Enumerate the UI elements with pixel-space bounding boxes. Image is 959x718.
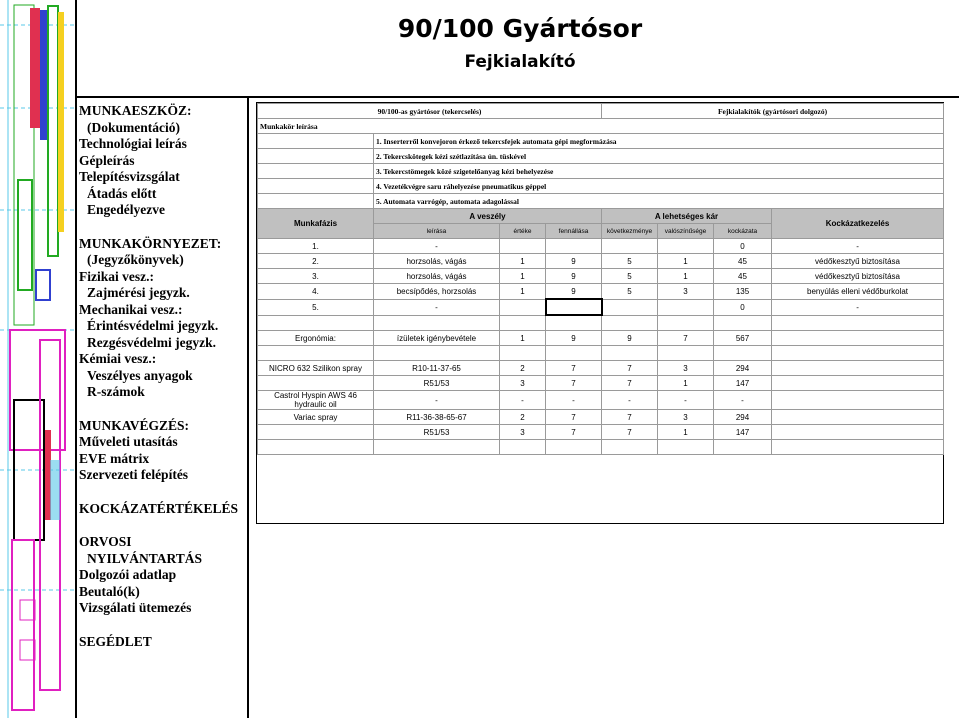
cell-exist[interactable]: 9: [546, 331, 602, 346]
cell-conseq[interactable]: 7: [602, 361, 658, 376]
cell-exist[interactable]: 7: [546, 361, 602, 376]
job-step-row: [258, 164, 944, 179]
cell-prob[interactable]: [658, 239, 714, 254]
cell-desc[interactable]: -: [374, 391, 500, 410]
menu-item[interactable]: Technológiai leírás: [79, 136, 187, 151]
job-step-spacer: [258, 164, 374, 179]
cell-risk[interactable]: 294: [714, 410, 772, 425]
menu-spacer: [79, 401, 249, 418]
cell-value[interactable]: 2: [500, 361, 546, 376]
cell-value[interactable]: [500, 440, 546, 455]
cell-conseq[interactable]: 5: [602, 284, 658, 300]
job-step: 3. Tekercstömegek közé szigetelőanyag kézi behelyezése: [374, 164, 944, 179]
cell-desc[interactable]: R51/53: [374, 425, 500, 440]
cell-phase[interactable]: [258, 425, 374, 440]
cell-conseq[interactable]: 7: [602, 425, 658, 440]
cell-phase[interactable]: Castrol Hyspin AWS 46 hydraulic oil: [258, 391, 374, 410]
cell-phase[interactable]: [258, 376, 374, 391]
menu-item[interactable]: MUNKAKÖRNYEZET:: [79, 235, 222, 251]
menu-item[interactable]: Veszélyes anyagok: [87, 367, 193, 383]
cell-desc[interactable]: horzsolás, vágás: [374, 254, 500, 269]
page-title: 90/100 Gyártósor: [397, 14, 643, 43]
cell-exist[interactable]: [546, 346, 602, 361]
cell-desc[interactable]: [374, 315, 500, 331]
sub-desc: leírása: [374, 224, 500, 239]
cell-mgmt[interactable]: -: [772, 299, 944, 315]
cell-risk[interactable]: 45: [714, 254, 772, 269]
menu-item[interactable]: R-számok: [87, 384, 145, 399]
cell-risk[interactable]: 45: [714, 269, 772, 284]
cell-mgmt[interactable]: [772, 425, 944, 440]
col-risk-mgmt: Kockázatkezelés: [772, 209, 944, 239]
layout-drawing-strip: [0, 0, 77, 718]
job-desc-label: Munkakör leírása: [258, 119, 944, 134]
menu-item[interactable]: Rezgésvédelmi jegyzk.: [87, 334, 216, 350]
cell-prob[interactable]: 1: [658, 376, 714, 391]
cell-mgmt[interactable]: [772, 361, 944, 376]
table-row: [258, 361, 944, 376]
cell-phase[interactable]: 4.: [258, 284, 374, 300]
cell-conseq[interactable]: [602, 299, 658, 315]
worker-label: Fejkialakítók (gyártósori dolgozó): [602, 104, 944, 119]
cell-risk[interactable]: 0: [714, 299, 772, 315]
cell-desc[interactable]: becsípődés, horzsolás: [374, 284, 500, 300]
cell-desc[interactable]: horzsolás, vágás: [374, 269, 500, 284]
cell-risk[interactable]: 135: [714, 284, 772, 300]
sub-value: értéke: [500, 224, 546, 239]
cell-conseq[interactable]: [602, 315, 658, 331]
cell-risk[interactable]: [714, 315, 772, 331]
menu-item[interactable]: Beutaló(k): [79, 583, 140, 599]
cell-prob[interactable]: [658, 440, 714, 455]
cell-phase[interactable]: 2.: [258, 254, 374, 269]
cell-mgmt[interactable]: védőkesztyű biztosítása: [772, 269, 944, 284]
job-step-row: [258, 134, 944, 149]
cell-prob[interactable]: 3: [658, 410, 714, 425]
job-step: 2. Tekercskötegek kézi szétlazítása ún. tüskével: [374, 149, 944, 164]
menu-item[interactable]: Vizsgálati ütemezés: [79, 600, 192, 615]
menu-item[interactable]: Telepítésvizsgálat: [79, 169, 180, 184]
menu-spacer: [79, 617, 249, 634]
menu-item[interactable]: Érintésvédelmi jegyzk.: [87, 318, 219, 333]
cell-exist[interactable]: [546, 315, 602, 331]
cell-conseq[interactable]: 7: [602, 410, 658, 425]
menu-item[interactable]: KOCKÁZATÉRTÉKELÉS: [79, 500, 239, 516]
table-row: [258, 239, 944, 254]
cell-phase[interactable]: Ergonómia:: [258, 331, 374, 346]
cell-risk[interactable]: 567: [714, 331, 772, 346]
table-row: [258, 410, 944, 425]
job-step-row: [258, 149, 944, 164]
header-divider: [75, 96, 959, 98]
cell-exist[interactable]: 9: [546, 284, 602, 300]
cell-value[interactable]: [500, 346, 546, 361]
cell-prob[interactable]: 7: [658, 331, 714, 346]
table-row: [258, 391, 944, 410]
cell-conseq[interactable]: 5: [602, 269, 658, 284]
cell-phase[interactable]: [258, 346, 374, 361]
cell-desc[interactable]: ízületek igénybevétele: [374, 331, 500, 346]
cell-mgmt[interactable]: benyúlás elleni védőburkolat: [772, 284, 944, 300]
risk-assessment-sheet: [256, 102, 944, 524]
menu-item[interactable]: MUNKAVÉGZÉS:: [79, 417, 190, 433]
menu-item[interactable]: NYILVÁNTARTÁS: [87, 550, 203, 566]
cell-exist[interactable]: [546, 299, 602, 315]
cell-phase[interactable]: [258, 315, 374, 331]
cell-prob[interactable]: [658, 299, 714, 315]
cell-prob[interactable]: -: [658, 391, 714, 410]
cell-exist[interactable]: 9: [546, 269, 602, 284]
job-step: 5. Automata varrógép, automata adagolással: [374, 194, 944, 209]
menu-item[interactable]: Engedélyezve: [87, 202, 165, 217]
job-step-row: [258, 194, 944, 209]
table-row: [258, 284, 944, 300]
menu-spacer: [79, 517, 249, 534]
menu-spacer: [79, 219, 249, 236]
sub-conseq: következménye: [602, 224, 658, 239]
col-damage: A lehetséges kár: [602, 209, 772, 224]
cell-phase[interactable]: Variac spray: [258, 410, 374, 425]
menu-item[interactable]: Zajmérési jegyzk.: [87, 285, 190, 300]
cell-prob[interactable]: [658, 315, 714, 331]
job-step-spacer: [258, 149, 374, 164]
cell-phase[interactable]: [258, 440, 374, 455]
cell-prob[interactable]: 1: [658, 269, 714, 284]
cell-mgmt[interactable]: -: [772, 239, 944, 254]
cell-conseq[interactable]: [602, 440, 658, 455]
job-step: 1. Inserterről konvejoron érkező tekercsfejek automata gépi megformázása: [374, 134, 944, 149]
risk-table: [257, 103, 944, 455]
cell-value[interactable]: 1: [500, 254, 546, 269]
cell-conseq[interactable]: 5: [602, 254, 658, 269]
cell-prob[interactable]: 1: [658, 425, 714, 440]
cell-mgmt[interactable]: védőkesztyű biztosítása: [772, 254, 944, 269]
cell-value[interactable]: 1: [500, 284, 546, 300]
table-row: [258, 299, 944, 315]
cell-exist[interactable]: [546, 239, 602, 254]
cell-risk[interactable]: 0: [714, 239, 772, 254]
menu-item[interactable]: (Jegyzőkönyvek): [87, 252, 184, 267]
menu-item[interactable]: Átadás előtt: [87, 185, 157, 201]
cell-desc[interactable]: -: [374, 239, 500, 254]
cell-desc[interactable]: -: [374, 299, 500, 315]
menu-item[interactable]: Műveleti utasítás: [79, 434, 178, 449]
menu-item[interactable]: ORVOSI: [79, 534, 132, 549]
menu-item[interactable]: SEGÉDLET: [79, 633, 152, 649]
cell-desc[interactable]: [374, 440, 500, 455]
cell-mgmt[interactable]: [772, 391, 944, 410]
sub-prob: valószínűsége: [658, 224, 714, 239]
cell-value[interactable]: -: [500, 391, 546, 410]
menu-item[interactable]: Gépleírás: [79, 152, 135, 168]
cell-phase[interactable]: 1.: [258, 239, 374, 254]
cell-desc[interactable]: R51/53: [374, 376, 500, 391]
sub-risk: kockázata: [714, 224, 772, 239]
menu-item[interactable]: Mechanikai vesz.:: [79, 301, 183, 317]
table-row: [258, 269, 944, 284]
cell-prob[interactable]: 1: [658, 254, 714, 269]
col-hazard: A veszély: [374, 209, 602, 224]
cell-value[interactable]: 3: [500, 376, 546, 391]
cell-mgmt[interactable]: [772, 315, 944, 331]
cell-desc[interactable]: [374, 346, 500, 361]
menu-item[interactable]: MUNKAESZKÖZ:: [79, 103, 192, 118]
cell-risk[interactable]: -: [714, 391, 772, 410]
job-step: 4. Vezetékvégre saru ráhelyezése pneumatikus géppel: [374, 179, 944, 194]
layout-drawing: [0, 0, 75, 718]
cell-conseq[interactable]: [602, 239, 658, 254]
cell-value[interactable]: 3: [500, 425, 546, 440]
job-step-spacer: [258, 179, 374, 194]
cell-prob[interactable]: 3: [658, 284, 714, 300]
cell-exist[interactable]: 7: [546, 425, 602, 440]
cell-exist[interactable]: 7: [546, 376, 602, 391]
cell-exist[interactable]: 9: [546, 254, 602, 269]
cell-desc[interactable]: R11-36-38-65-67: [374, 410, 500, 425]
cell-conseq[interactable]: [602, 346, 658, 361]
menu-item[interactable]: Szervezeti felépítés: [79, 467, 189, 482]
cell-value[interactable]: [500, 239, 546, 254]
cell-value[interactable]: 2: [500, 410, 546, 425]
cell-conseq[interactable]: 9: [602, 331, 658, 346]
cell-exist[interactable]: [546, 440, 602, 455]
menu-item[interactable]: EVE mátrix: [79, 450, 150, 466]
cell-risk[interactable]: [714, 346, 772, 361]
cell-mgmt[interactable]: [772, 346, 944, 361]
cell-prob[interactable]: 3: [658, 361, 714, 376]
cell-value[interactable]: [500, 315, 546, 331]
cell-mgmt[interactable]: [772, 410, 944, 425]
page-subtitle: Fejkialakító: [464, 52, 576, 72]
cell-value[interactable]: [500, 299, 546, 315]
cell-value[interactable]: 1: [500, 331, 546, 346]
cell-phase[interactable]: 3.: [258, 269, 374, 284]
menu-item[interactable]: Kémiai vesz.:: [79, 351, 157, 366]
table-row: [258, 346, 944, 361]
job-step-spacer: [258, 134, 374, 149]
cell-mgmt[interactable]: [772, 331, 944, 346]
table-row: [258, 331, 944, 346]
menu-spacer: [79, 484, 249, 501]
cell-prob[interactable]: [658, 346, 714, 361]
job-step-row: [258, 179, 944, 194]
table-row: [258, 315, 944, 331]
table-row: [258, 254, 944, 269]
cell-mgmt[interactable]: [772, 376, 944, 391]
cell-risk[interactable]: 294: [714, 361, 772, 376]
cell-exist[interactable]: 7: [546, 410, 602, 425]
table-row: [258, 376, 944, 391]
cell-risk[interactable]: [714, 440, 772, 455]
cell-risk[interactable]: 147: [714, 376, 772, 391]
cell-exist[interactable]: -: [546, 391, 602, 410]
job-step-spacer: [258, 194, 374, 209]
table-row: [258, 425, 944, 440]
menu-item[interactable]: Fizikai vesz.:: [79, 268, 154, 284]
cell-phase[interactable]: 5.: [258, 299, 374, 315]
cell-phase[interactable]: NICRO 632 Szilikon spray: [258, 361, 374, 376]
table-row: [258, 440, 944, 455]
menu-item[interactable]: Dolgozói adatlap: [79, 567, 177, 582]
cell-conseq[interactable]: -: [602, 391, 658, 410]
menu-item[interactable]: (Dokumentáció): [87, 119, 180, 135]
cell-risk[interactable]: 147: [714, 425, 772, 440]
col-phase: Munkafázis: [258, 209, 374, 239]
sub-exist: fennállása: [546, 224, 602, 239]
line-label: 90/100-as gyártósor (tekercselés): [258, 104, 602, 119]
document-menu: [79, 103, 249, 650]
cell-conseq[interactable]: 7: [602, 376, 658, 391]
cell-value[interactable]: 1: [500, 269, 546, 284]
cell-desc[interactable]: R10-11-37-65: [374, 361, 500, 376]
cell-mgmt[interactable]: [772, 440, 944, 455]
